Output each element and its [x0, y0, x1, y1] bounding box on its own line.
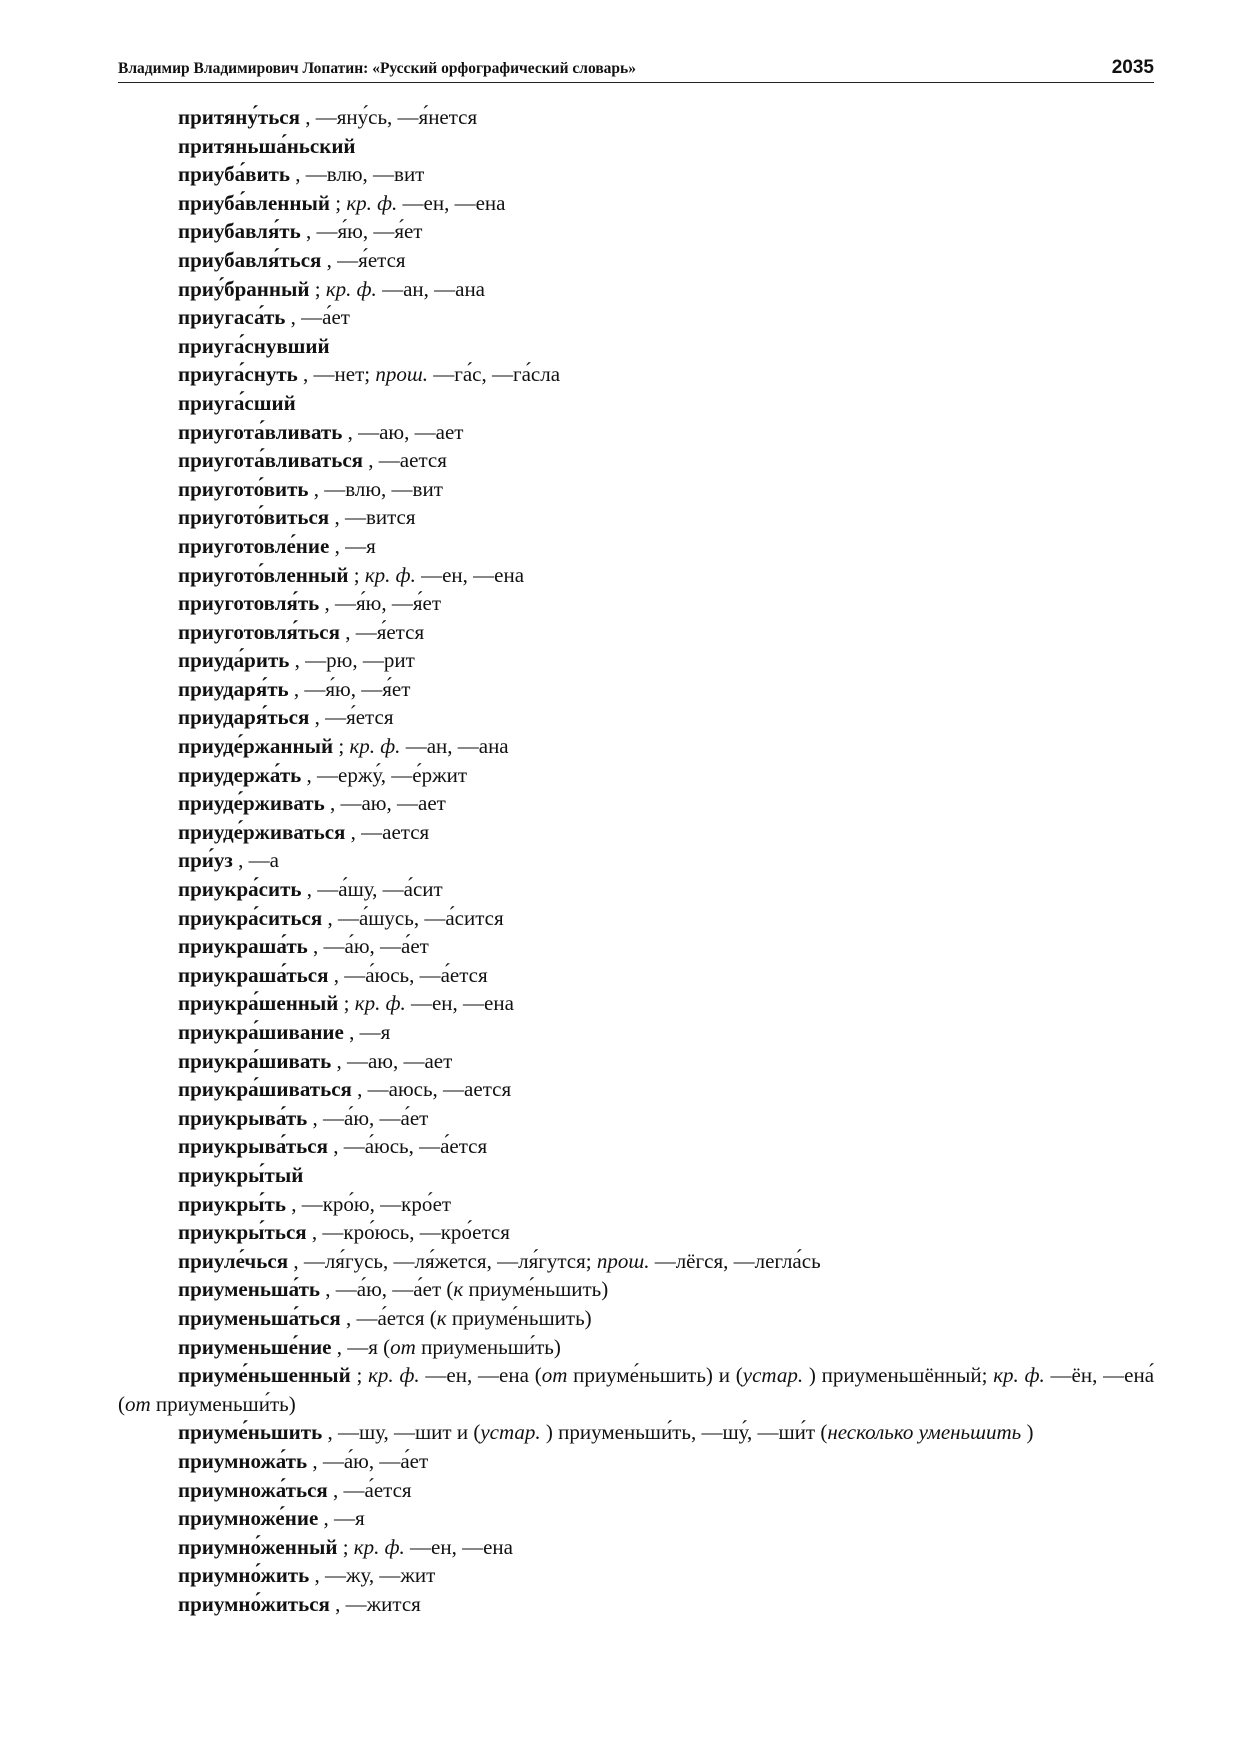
dictionary-entry: [118, 761, 1154, 790]
entry-headword: приугота́вливаться: [178, 448, 364, 473]
entry-headword: приуготовле́ние: [178, 533, 330, 558]
entry-forms: приуме́ньшить): [446, 1305, 592, 1330]
entry-forms: , —я́ю, —я́ет: [300, 219, 423, 244]
entry-headword: приуменьша́ть: [178, 1277, 321, 1302]
entry-label: кр. ф.: [993, 1363, 1045, 1388]
dictionary-entry: [118, 932, 1154, 961]
entry-forms: , —а́ется (: [340, 1305, 437, 1330]
entry-forms: , —я́ется: [339, 619, 425, 644]
entry-headword: приукры́ть: [178, 1191, 286, 1216]
dictionary-entry: [118, 332, 1154, 361]
entry-forms: ;: [348, 562, 365, 587]
entry-forms: , —вится: [329, 505, 416, 530]
dictionary-entry: [118, 360, 1154, 389]
entry-headword: приуга́снуть: [178, 362, 298, 387]
entry-label: прош.: [596, 1248, 650, 1273]
dictionary-entries: [118, 103, 1154, 1618]
entry-forms: —ен, —ена: [404, 1534, 513, 1559]
entry-forms: , —нет;: [297, 362, 376, 387]
entry-forms: —ён, —ена́ (: [118, 1363, 1155, 1416]
entry-forms: ): [1021, 1420, 1034, 1445]
entry-forms: приуменьши́ть): [150, 1391, 296, 1416]
entry-headword: приу́бранный: [178, 276, 310, 301]
entry-forms: ;: [329, 190, 347, 215]
entry-headword: приугота́вливать: [178, 419, 343, 444]
entry-forms: , —ается: [345, 819, 430, 844]
entry-headword: приуба́вленный: [178, 190, 330, 215]
dictionary-entry: [118, 389, 1154, 418]
header-title: Владимир Владимирович Лопатин: «Русский орфографический словарь»: [118, 60, 637, 77]
entry-headword: приумно́жить: [178, 1563, 310, 1588]
entry-forms: ;: [333, 734, 350, 759]
entry-headword: притяну́ться: [178, 105, 300, 129]
page-header: [118, 52, 1154, 83]
entry-forms: , —влю, —вит: [308, 476, 443, 501]
entry-forms: , —ля́гусь, —ля́жется, —ля́гутся;: [288, 1248, 597, 1273]
entry-headword: приуде́рживать: [178, 791, 325, 816]
entry-forms: , —яну́сь, —я́нется: [299, 105, 478, 129]
entry-headword: приуготовля́ть: [178, 591, 320, 616]
dictionary-entry: [118, 646, 1154, 675]
entry-forms: , —жу, —жит: [309, 1563, 436, 1588]
entry-label: к: [436, 1305, 447, 1330]
dictionary-entry: [118, 1590, 1154, 1619]
entry-forms: , —а́шусь, —а́сится: [322, 905, 504, 930]
dictionary-entry: [118, 475, 1154, 504]
dictionary-entry: [118, 561, 1154, 590]
entry-label: от: [541, 1363, 568, 1388]
entry-headword: приуга́снувший: [178, 333, 330, 358]
entry-headword: приукрыва́ть: [178, 1105, 308, 1130]
dictionary-entry: [118, 1275, 1154, 1304]
dictionary-entry: [118, 732, 1154, 761]
dictionary-entry: [118, 846, 1154, 875]
entry-headword: приугото́вить: [178, 476, 309, 501]
entry-label: кр. ф.: [325, 276, 377, 301]
entry-forms: приуменьши́ть): [415, 1334, 561, 1359]
dictionary-entry: [118, 961, 1154, 990]
entry-forms: —ан, —ана: [400, 734, 509, 759]
dictionary-entry: [118, 1190, 1154, 1219]
entry-forms: , —а́ю, —а́ет (: [320, 1277, 454, 1302]
entry-headword: приумножа́ться: [178, 1477, 328, 1502]
dictionary-entry: [118, 503, 1154, 532]
page-number: 2035: [1111, 57, 1154, 78]
entry-headword: приукра́сить: [178, 877, 302, 902]
entry-headword: приукраша́ться: [178, 962, 329, 987]
entry-headword: приуменьша́ться: [178, 1305, 341, 1330]
dictionary-entry: [118, 1418, 1154, 1447]
dictionary-entry: [118, 703, 1154, 732]
dictionary-entry: [118, 875, 1154, 904]
dictionary-entry: [118, 1132, 1154, 1161]
entry-headword: приукры́тый: [178, 1162, 304, 1187]
entry-forms: , —я (: [331, 1334, 391, 1359]
dictionary-entry: [118, 1104, 1154, 1133]
entry-forms: , —жится: [329, 1591, 421, 1616]
entry-headword: приуменьше́ние: [178, 1334, 332, 1359]
entry-forms: , —влю, —вит: [289, 162, 425, 187]
entry-forms: , —я: [318, 1506, 365, 1531]
dictionary-entry: [118, 418, 1154, 447]
entry-forms: ) приуменьши́ть, —шу́, —ши́т (: [540, 1420, 828, 1445]
dictionary-entry: [118, 103, 1154, 132]
entry-forms: ) приуменьшённый;: [803, 1363, 994, 1388]
entry-forms: , —я́ется: [309, 705, 394, 730]
dictionary-entry: [118, 989, 1154, 1018]
entry-headword: приуготовля́ться: [178, 619, 340, 644]
entry-forms: ;: [337, 1534, 354, 1559]
dictionary-entry: [118, 904, 1154, 933]
entry-headword: приукра́шиваться: [178, 1077, 352, 1102]
entry-headword: приубавля́ть: [178, 219, 301, 244]
entry-forms: , —я́ю, —я́ет: [288, 676, 411, 701]
entry-label: несколько уменьшить: [827, 1420, 1022, 1445]
entry-headword: приуба́вить: [178, 162, 290, 187]
dictionary-entry: [118, 1447, 1154, 1476]
entry-headword: приукра́шивание: [178, 1020, 344, 1044]
entry-forms: —лёгся, —легла́сь: [649, 1248, 821, 1273]
dictionary-entry: [118, 160, 1154, 189]
entry-forms: , —кро́ю, —кро́ет: [285, 1191, 452, 1216]
entry-forms: ;: [309, 276, 326, 301]
entry-forms: —га́с, —га́сла: [427, 362, 561, 387]
entry-headword: приугото́виться: [178, 505, 330, 530]
entry-headword: приукра́ситься: [178, 905, 323, 930]
entry-headword: приуде́ржанный: [178, 734, 334, 759]
entry-headword: приугото́вленный: [178, 562, 349, 587]
entry-forms: , —шу, —шит и (: [322, 1420, 481, 1445]
entry-headword: притяньша́ньский: [178, 133, 356, 158]
entry-forms: , —а́ется: [327, 1477, 412, 1502]
entry-forms: , —рю, —рит: [289, 648, 415, 673]
dictionary-entry: [118, 532, 1154, 561]
entry-label: кр. ф.: [354, 991, 406, 1016]
dictionary-entry: [118, 1075, 1154, 1104]
entry-headword: приукрыва́ться: [178, 1134, 328, 1159]
entry-headword: приуде́рживаться: [178, 819, 346, 844]
entry-forms: —ен, —ена: [397, 190, 506, 215]
entry-headword: приумно́женный: [178, 1534, 338, 1559]
entry-headword: приуме́ньшенный: [178, 1363, 351, 1388]
entry-forms: , —а́шу, —а́сит: [301, 877, 443, 902]
dictionary-entry: [118, 446, 1154, 475]
entry-forms: , —а: [232, 848, 279, 873]
entry-forms: , —а́юсь, —а́ется: [328, 962, 488, 987]
entry-forms: , —аю, —ает: [331, 1048, 453, 1073]
dictionary-entry: [118, 1476, 1154, 1505]
entry-headword: приуле́чься: [178, 1248, 289, 1273]
entry-forms: —ен, —ена: [405, 991, 514, 1016]
dictionary-entry: [118, 1161, 1154, 1190]
dictionary-entry: [118, 789, 1154, 818]
dictionary-entry: [118, 275, 1154, 304]
entry-forms: , —а́ет: [285, 305, 350, 330]
entry-forms: ;: [350, 1363, 369, 1388]
entry-forms: , —ержу́, —е́ржит: [301, 762, 468, 787]
entry-headword: приукраша́ть: [178, 934, 308, 959]
entry-forms: , —аю, —ает: [342, 419, 464, 444]
entry-forms: , —ается: [363, 448, 447, 473]
entry-forms: , —аюсь, —ается: [351, 1077, 512, 1102]
entry-headword: приуда́рить: [178, 648, 290, 673]
dictionary-entry: [118, 589, 1154, 618]
entry-forms: , —аю, —ает: [324, 791, 446, 816]
dictionary-entry: [118, 1304, 1154, 1333]
dictionary-entry: [118, 189, 1154, 218]
entry-headword: приуга́сший: [178, 390, 296, 415]
entry-forms: , —я́ю, —я́ет: [319, 591, 442, 616]
dictionary-entry: [118, 1247, 1154, 1276]
entry-headword: приударя́ть: [178, 676, 289, 701]
dictionary-entry: [118, 1533, 1154, 1562]
entry-forms: ;: [338, 991, 355, 1016]
dictionary-entry: [118, 246, 1154, 275]
entry-forms: , —а́ю, —а́ет: [307, 1448, 429, 1473]
dictionary-entry: [118, 675, 1154, 704]
entry-label: прош.: [375, 362, 428, 387]
entry-forms: —ен, —ена (: [419, 1363, 542, 1388]
entry-label: кр. ф.: [349, 734, 401, 759]
entry-forms: , —я: [343, 1020, 391, 1044]
entry-forms: —ан, —ана: [376, 276, 486, 301]
entry-label: к: [453, 1277, 464, 1302]
entry-forms: —ен, —ена: [415, 562, 525, 587]
entry-headword: приудержа́ть: [178, 762, 302, 787]
entry-forms: приуме́ньшить) и (: [567, 1363, 743, 1388]
entry-label: устар.: [742, 1363, 804, 1388]
entry-headword: приукры́ться: [178, 1220, 307, 1245]
dictionary-entry: [118, 217, 1154, 246]
entry-label: устар.: [480, 1420, 541, 1445]
dictionary-entry: [118, 818, 1154, 847]
entry-headword: приукра́шивать: [178, 1048, 332, 1073]
entry-forms: , —а́ю, —а́ет: [307, 934, 429, 959]
entry-headword: приумножа́ть: [178, 1448, 308, 1473]
dictionary-entry: [118, 1333, 1154, 1362]
entry-forms: , —кро́юсь, —кро́ется: [306, 1220, 510, 1245]
entry-forms: , —а́юсь, —а́ется: [327, 1134, 488, 1159]
entry-headword: приуме́ньшить: [178, 1420, 323, 1445]
entry-headword: приумноже́ние: [178, 1506, 319, 1531]
entry-headword: приукра́шенный: [178, 991, 339, 1016]
dictionary-entry: [118, 132, 1154, 161]
entry-label: от: [390, 1334, 416, 1359]
dictionary-entry: [118, 1047, 1154, 1076]
dictionary-entry: [118, 303, 1154, 332]
entry-headword: приударя́ться: [178, 705, 310, 730]
entry-forms: приуме́ньшить): [463, 1277, 609, 1302]
entry-label: кр. ф.: [364, 562, 416, 587]
dictionary-entry: [118, 1218, 1154, 1247]
entry-label: кр. ф.: [353, 1534, 405, 1559]
entry-headword: приугаса́ть: [178, 305, 286, 330]
entry-headword: приумно́житься: [178, 1591, 330, 1616]
entry-forms: , —а́ю, —а́ет: [307, 1105, 429, 1130]
dictionary-entry: [118, 1361, 1154, 1418]
entry-headword: приубавля́ться: [178, 247, 322, 272]
entry-label: от: [125, 1391, 151, 1416]
dictionary-entry: [118, 1504, 1154, 1533]
entry-forms: , —я: [329, 533, 376, 558]
entry-forms: , —я́ется: [321, 247, 406, 272]
entry-headword: при́уз: [178, 848, 233, 873]
entry-label: кр. ф.: [346, 190, 398, 215]
dictionary-entry: [118, 1561, 1154, 1590]
entry-label: кр. ф.: [368, 1363, 420, 1388]
dictionary-entry: [118, 618, 1154, 647]
dictionary-entry: [118, 1018, 1154, 1047]
